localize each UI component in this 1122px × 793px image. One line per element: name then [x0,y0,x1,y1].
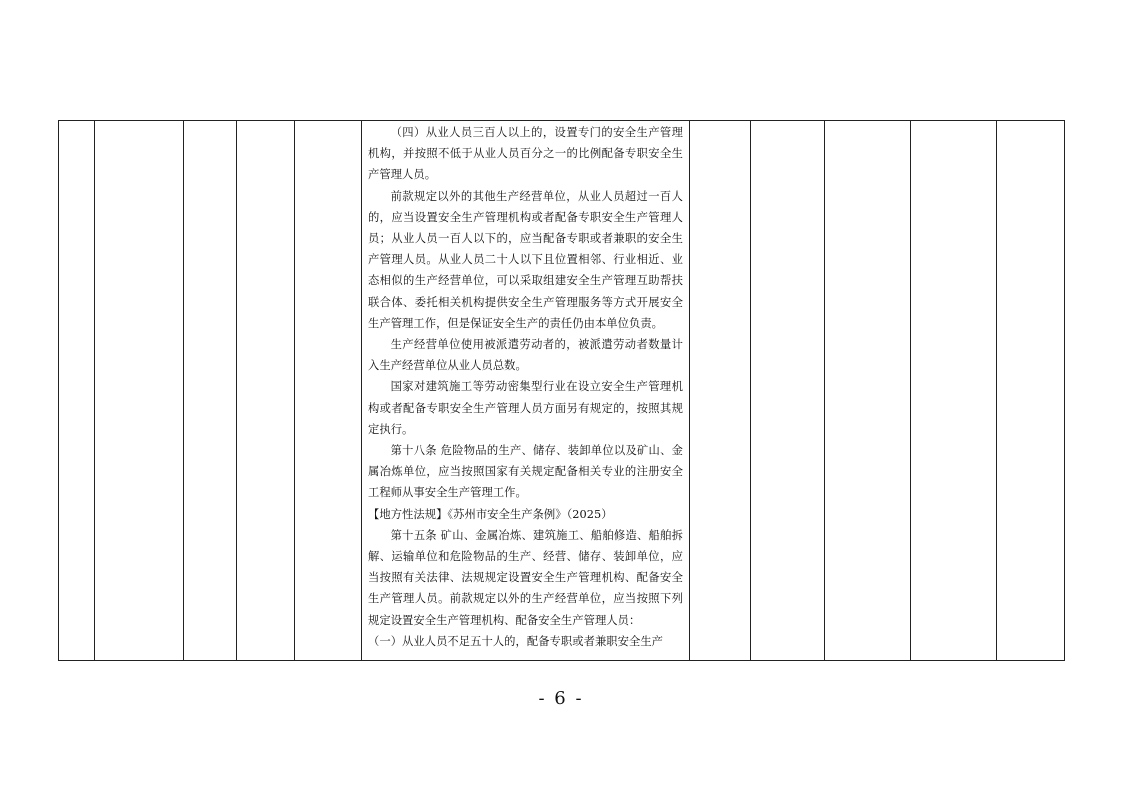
empty-cell-7 [690,121,751,661]
regulation-table [58,120,1065,661]
empty-cell-3 [184,121,237,661]
empty-cell-1 [59,121,95,661]
paragraph: 第十五条 矿山、金属冶炼、建筑施工、船舶修造、船舶拆解、运输单位和危险物品的生产、经营、储存、装卸单位，应当按照有关法律、法规规定设置安全生产管理机构、配备安全生产管理人员。前款规定以外的生产经营单位，应当按照下列规定设置安全生产管理机构、配备安全生产管理人员： [368,528,683,627]
regulation-heading: 【地方性法规】《苏州市安全生产条例》（2025） [368,507,613,521]
paragraph: （四）从业人员三百人以上的，设置专门的安全生产管理机构，并按照不低于从业人员百分之一的比例配备专职安全生产管理人员。 [368,126,683,182]
empty-cell-9 [825,121,911,661]
legal-basis-cell [362,121,690,661]
empty-cell-11 [997,121,1065,661]
paragraph: （一）从业人员不足五十人的，配备专职或者兼职安全生产 [368,634,664,648]
page-number: - 6 - [538,688,584,709]
legal-text-container [362,121,689,660]
paragraph: 前款规定以外的其他生产经营单位，从业人员超过一百人的，应当设置安全生产管理机构或者配备专职安全生产管理人员；从业人员一百人以下的，应当配备专职或者兼职的安全生产管理人员。从业人员二十人以下且位置相邻、行业相近、业态相似的生产经营单位，可以采取组建安全生产管理互助帮扶联合体、委托相关机构提供安全生产管理服务等方式开展安全生产管理工作，但是保证安全生产的责任仍由本单位负责。 [368,189,683,330]
empty-cell-4 [237,121,295,661]
empty-cell-5 [295,121,362,661]
empty-cell-2 [95,121,184,661]
empty-cell-8 [751,121,825,661]
paragraph: 生产经营单位使用被派遣劳动者的，被派遣劳动者数量计入生产经营单位从业人员总数。 [368,338,683,373]
paragraph: 第十八条 危险物品的生产、储存、装卸单位以及矿山、金属冶炼单位，应当按照国家有关规定配备相关专业的注册安全工程师从事安全生产管理工作。 [368,444,683,500]
empty-cell-10 [911,121,997,661]
paragraph: 国家对建筑施工等劳动密集型行业在设立安全生产管理机构或者配备专职安全生产管理人员方面另有规定的，按照其规定执行。 [368,380,683,436]
table-row [59,121,1065,661]
